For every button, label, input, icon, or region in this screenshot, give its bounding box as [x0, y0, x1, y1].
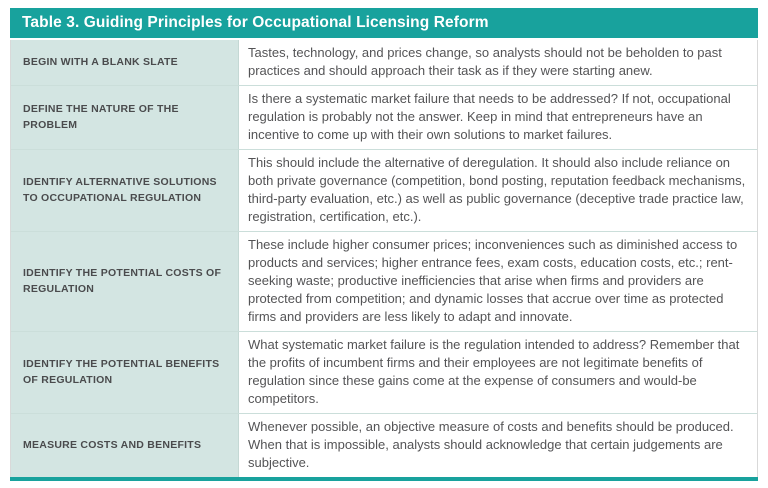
- row-description-cell: [239, 40, 757, 85]
- row-label-cell: [11, 150, 239, 231]
- row-label: IDENTIFY THE POTENTIAL COSTS OF REGULATION: [23, 266, 222, 295]
- table-row: [11, 85, 757, 149]
- row-description-cell: [239, 332, 757, 413]
- table-body: [10, 40, 758, 477]
- row-description: This should include the alternative of deregulation. It should also include reliance on both private governance (competition, bond posting, reputation feedback mechanisms, third-party evaluation, etc.) as well as public governance (deceptive trade practice law, registration, certification, etc.).: [248, 155, 746, 225]
- table-header: [10, 8, 758, 38]
- row-label: IDENTIFY THE POTENTIAL BENEFITS OF REGULATION: [23, 357, 220, 386]
- row-description: These include higher consumer prices; inconveniences such as diminished access to products and services; higher entrance fees, exam costs, education costs, etc.; rent-seeking waste; productive inefficiencies that arise when firms and providers are protected from competition; and dynamic losses that accrue over time as protected firms and providers are less likely to adapt and innovate.: [248, 237, 738, 325]
- table-bottom-border: [10, 477, 758, 481]
- row-label: MEASURE COSTS AND BENEFITS: [23, 438, 202, 451]
- row-label-cell: [11, 232, 239, 331]
- table-row: [11, 231, 757, 331]
- document-table: [10, 8, 758, 481]
- row-label: BEGIN WITH A BLANK SLATE: [23, 55, 178, 68]
- table-row: [11, 149, 757, 231]
- row-label: IDENTIFY ALTERNATIVE SOLUTIONS TO OCCUPATIONAL REGULATION: [23, 175, 217, 204]
- row-description: What systematic market failure is the regulation intended to address? Remember that the profits of incumbent firms and their employees are not legitimate benefits of regulation since these gains come at the expense of consumers and would-be competitors.: [248, 337, 740, 407]
- table-row: [11, 40, 757, 85]
- row-label-cell: [11, 414, 239, 477]
- row-description: Is there a systematic market failure that needs to be addressed? If not, occupational regulation is probably not the answer. Keep in mind that entrepreneurs have an incentive to come up with their own solutions to market failures.: [248, 91, 731, 143]
- row-description: Tastes, technology, and prices change, so analysts should not be beholden to past practices and should approach their task as if they were starting anew.: [248, 45, 722, 79]
- row-label-cell: [11, 332, 239, 413]
- row-description-cell: [239, 232, 757, 331]
- table-row: [11, 413, 757, 477]
- row-description-cell: [239, 150, 757, 231]
- row-description: Whenever possible, an objective measure of costs and benefits should be produced. When that is impossible, analysts should acknowledge that certain judgements are subjective.: [248, 419, 734, 471]
- table-row: [11, 331, 757, 413]
- row-label-cell: [11, 86, 239, 149]
- row-label: DEFINE THE NATURE OF THE PROBLEM: [23, 102, 179, 131]
- row-description-cell: [239, 86, 757, 149]
- row-description-cell: [239, 414, 757, 477]
- table-title: Table 3. Guiding Principles for Occupational Licensing Reform: [22, 14, 489, 31]
- row-label-cell: [11, 40, 239, 85]
